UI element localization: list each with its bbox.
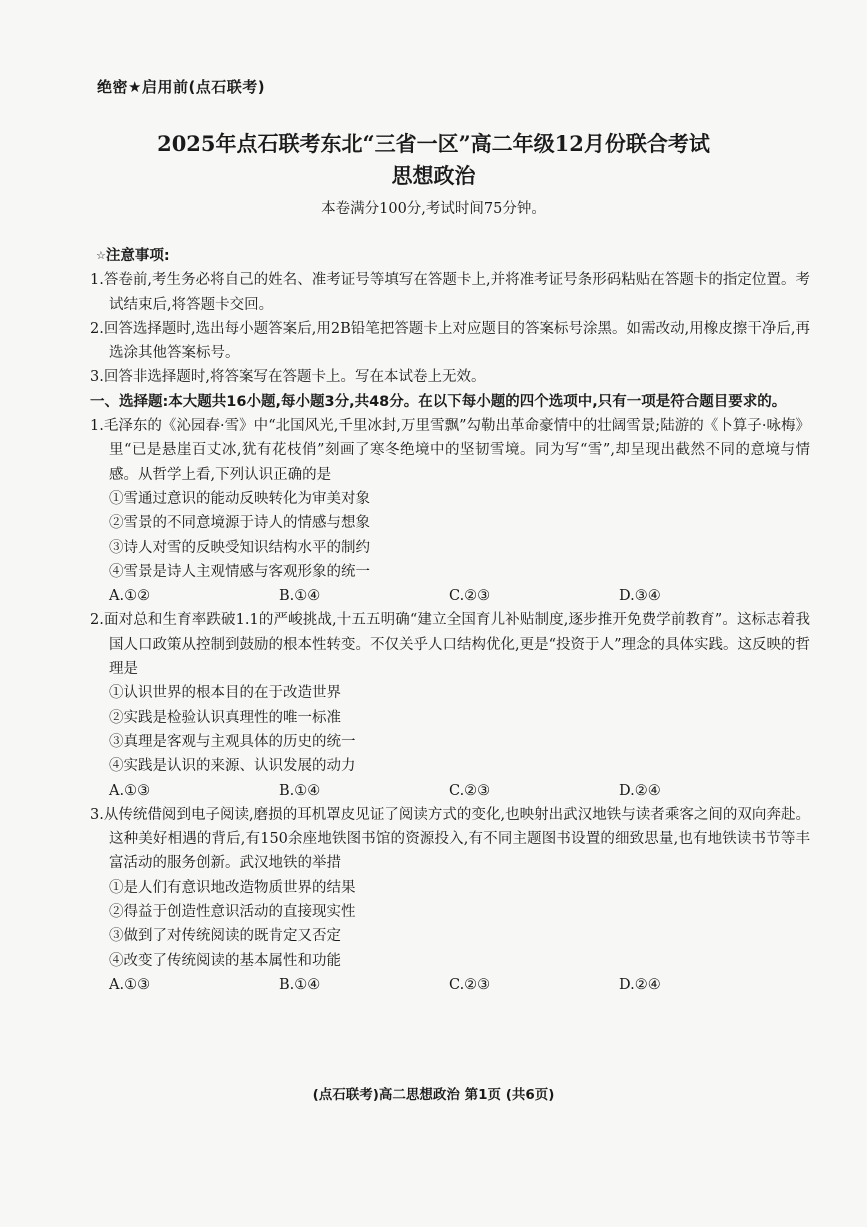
choice-c: C.②③: [449, 782, 491, 799]
subject-title: 思想政治: [391, 163, 476, 188]
statement-option: ①认识世界的根本目的在于改造世界: [109, 685, 341, 702]
answer-choices: [90, 779, 810, 803]
notice-heading: ☆注意事项:: [96, 248, 170, 264]
choice-d: D.②④: [619, 782, 661, 799]
choice-c: C.②③: [449, 588, 491, 605]
exam-content: [90, 244, 810, 997]
statement-option: ②雪景的不同意境源于诗人的情感与想象: [109, 515, 370, 532]
statement-option: ③做到了对传统阅读的既肯定又否定: [109, 928, 341, 945]
question-1: [90, 414, 810, 608]
choice-a: A.①②: [109, 588, 151, 605]
statement-option: ②得益于创造性意识活动的直接现实性: [109, 904, 356, 921]
question-stem: 3.从传统借阅到电子阅读,磨损的耳机罩皮见证了阅读方式的变化,也映射出武汉地铁与读者乘客之间的双向奔赴。这种美好相遇的背后,有150余座地铁图书馆的资源投入,有不同主题图书设置的细致思量,也有地铁读书节等丰富活动的服务创新。武汉地铁的举措: [90, 806, 810, 872]
choice-b: B.①④: [279, 782, 321, 799]
choice-d: D.③④: [619, 588, 661, 605]
notice-item: 1.答卷前,考生务必将自己的姓名、准考证号等填写在答题卡上,并将准考证号条形码粘贴在答题卡的指定位置。考试结束后,将答题卡交回。: [90, 272, 810, 313]
question-3: [90, 803, 810, 997]
statement-option: ④改变了传统阅读的基本属性和功能: [109, 952, 341, 969]
exam-title: 2025年点石联考东北“三省一区”高二年级12月份联合考试: [157, 131, 710, 156]
section-heading: 一、选择题:本大题共16小题,每小题3分,共48分。在以下每小题的四个选项中,只有一项是符合题目要求的。: [90, 393, 787, 410]
score-time-line: 本卷满分100分,考试时间75分钟。: [321, 201, 546, 217]
statement-option: ④实践是认识的来源、认识发展的动力: [109, 758, 356, 775]
choice-b: B.①④: [279, 976, 321, 993]
statement-option: ①雪通过意识的能动反映转化为审美对象: [109, 490, 370, 507]
question-stem: 1.毛泽东的《沁园春·雪》中“北国风光,千里冰封,万里雪飘”勾勒出革命豪情中的壮阔雪景;陆游的《卜算子·咏梅》里“已是悬崖百丈冰,犹有花枝俏”刻画了寒冬绝境中的坚韧雪境。同为写“雪”,却呈现出截然不同的意境与情感。从哲学上看,下列认识正确的是: [90, 418, 810, 483]
choice-c: C.②③: [449, 976, 491, 993]
choice-a: A.①③: [109, 976, 151, 993]
statement-option: ②实践是检验认识真理性的唯一标准: [109, 709, 341, 726]
notice-item: 2.回答选择题时,选出每小题答案后,用2B铅笔把答题卡上对应题目的答案标号涂黑。如需改动,用橡皮擦干净后,再选涂其他答案标号。: [90, 320, 810, 362]
statement-option: ①是人们有意识地改造物质世界的结果: [109, 879, 356, 896]
choice-d: D.②④: [619, 976, 661, 993]
question-2: [90, 608, 810, 802]
statement-option: ③诗人对雪的反映受知识结构水平的制约: [109, 539, 370, 556]
answer-choices: [90, 973, 810, 997]
confidential-label: 绝密★启用前(点石联考): [97, 78, 266, 96]
choice-a: A.①③: [109, 782, 151, 799]
star-icon: ☆: [96, 249, 106, 262]
choice-b: B.①④: [279, 588, 321, 605]
statement-option: ④雪景是诗人主观情感与客观形象的统一: [109, 563, 370, 580]
answer-choices: [90, 584, 810, 608]
page-footer: (点石联考)高二思想政治 第1页 (共6页): [312, 1087, 555, 1103]
statement-option: ③真理是客观与主观具体的历史的统一: [109, 733, 356, 750]
question-stem: 2.面对总和生育率跌破1.1的严峻挑战,十五五明确“建立全国育儿补贴制度,逐步推开免费学前教育”。这标志着我国人口政策从控制到鼓励的根本性转变。不仅关乎人口结构优化,更是“投资于人”理念的具体实践。这反映的哲理是: [90, 612, 810, 678]
notice-item: 3.回答非选择题时,将答案写在答题卡上。写在本试卷上无效。: [90, 369, 486, 386]
